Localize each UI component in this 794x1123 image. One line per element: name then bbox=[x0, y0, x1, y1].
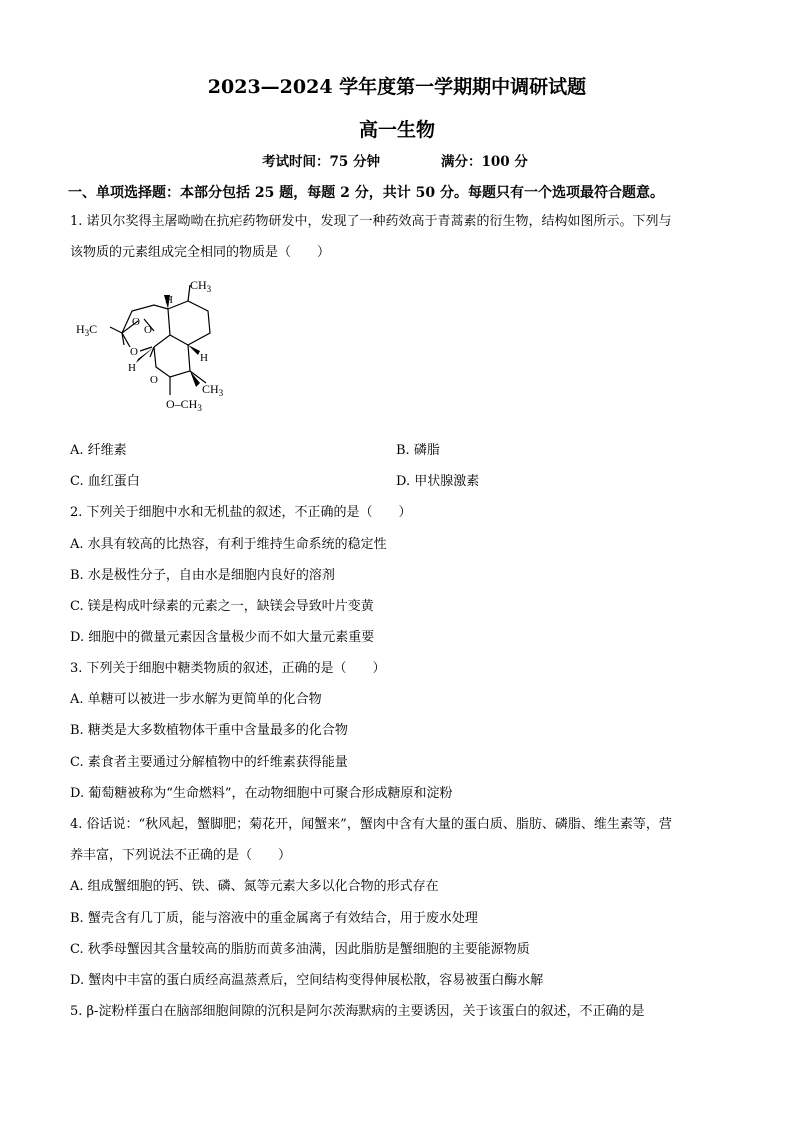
question-5-stem: 5. β-淀粉样蛋白在脑部细胞间隙的沉积是阿尔茨海默病的主要诱因，关于该蛋白的叙述，不正确的是 bbox=[70, 1004, 645, 1019]
question-2-option-c[interactable]: C. 镁是构成叶绿素的元素之一，缺镁会导致叶片变黄 bbox=[70, 599, 374, 614]
label-ch3-right: $CH_3$ bbox=[202, 382, 224, 398]
question-4-stem-line-2: 养丰富，下列说法不正确的是（ ） bbox=[70, 848, 292, 863]
question-1-stem-line-1: 1. 诺贝尔奖得主屠呦呦在抗疟药物研发中，发现了一种药效高于青蒿素的衍生物，结构如图所示。下列与 bbox=[70, 214, 672, 229]
question-1-option-d[interactable]: D. 甲状腺激素 bbox=[396, 474, 480, 489]
label-h3c-left: $H_3C$ bbox=[76, 322, 98, 338]
question-1-stem-line-2: 该物质的元素组成完全相同的物质是（ ） bbox=[70, 245, 331, 260]
question-1-option-b[interactable]: B. 磷脂 bbox=[396, 443, 440, 458]
question-3-option-c[interactable]: C. 素食者主要通过分解植物中的纤维素获得能量 bbox=[70, 755, 348, 770]
label-o4: O bbox=[150, 374, 158, 386]
label-h-mid: H bbox=[200, 352, 208, 364]
full-score: 满分：100 分 bbox=[441, 154, 528, 170]
label-o3: O bbox=[130, 346, 138, 358]
label-o1: O bbox=[132, 316, 140, 328]
label-h-top: H bbox=[165, 294, 173, 306]
label-och3: $O-CH_3$ bbox=[166, 397, 202, 413]
question-3-option-d[interactable]: D. 葡萄糖被称为“生命燃料”，在动物细胞中可聚合形成糖原和淀粉 bbox=[70, 786, 453, 801]
question-3-option-b[interactable]: B. 糖类是大多数植物体干重中含量最多的化合物 bbox=[70, 723, 348, 738]
question-2-option-b[interactable]: B. 水是极性分子，自由水是细胞内良好的溶剂 bbox=[70, 568, 335, 583]
question-4-stem-line-1: 4. 俗话说：“秋风起，蟹脚肥；菊花开，闻蟹来”，蟹肉中含有大量的蛋白质、脂肪、磷脂、维生素等，营 bbox=[70, 817, 672, 832]
question-4-option-c[interactable]: C. 秋季母蟹因其含量较高的脂肪而黄多油满，因此脂肪是蟹细胞的主要能源物质 bbox=[70, 942, 530, 957]
question-3-stem: 3. 下列关于细胞中糖类物质的叙述，正确的是（ ） bbox=[70, 661, 386, 676]
question-1-option-a[interactable]: A. 纤维素 bbox=[70, 443, 127, 458]
label-ch3-top: $CH_3$ bbox=[190, 278, 212, 294]
exam-time: 考试时间：75 分钟 bbox=[262, 154, 380, 170]
question-2-option-d[interactable]: D. 细胞中的微量元素因含量极少而不如大量元素重要 bbox=[70, 630, 375, 645]
exam-title: 2023—2024 学年度第一学期期中调研试题 bbox=[207, 76, 587, 98]
section-heading: 一、单项选择题：本部分包括 25 题，每题 2 分，共计 50 分。每题只有一个选项最符合题意。 bbox=[68, 185, 664, 201]
exam-subject: 高一生物 bbox=[358, 119, 435, 141]
label-o2: O bbox=[144, 324, 152, 336]
label-h-bot: H bbox=[128, 362, 136, 374]
question-3-option-a[interactable]: A. 单糖可以被进一步水解为更简单的化合物 bbox=[70, 692, 322, 707]
question-4-option-d[interactable]: D. 蟹肉中丰富的蛋白质经高温蒸煮后，空间结构变得伸展松散，容易被蛋白酶水解 bbox=[70, 973, 544, 988]
question-4-option-b[interactable]: B. 蟹壳含有几丁质，能与溶液中的重金属离子有效结合，用于废水处理 bbox=[70, 911, 478, 926]
chemical-structure-diagram bbox=[70, 275, 240, 425]
question-2-stem: 2. 下列关于细胞中水和无机盐的叙述，不正确的是（ ） bbox=[70, 505, 412, 520]
question-4-option-a[interactable]: A. 组成蟹细胞的钙、铁、磷、氮等元素大多以化合物的形式存在 bbox=[70, 879, 439, 894]
question-2-option-a[interactable]: A. 水具有较高的比热容，有利于维持生命系统的稳定性 bbox=[70, 537, 387, 552]
question-1-option-c[interactable]: C. 血红蛋白 bbox=[70, 474, 140, 489]
